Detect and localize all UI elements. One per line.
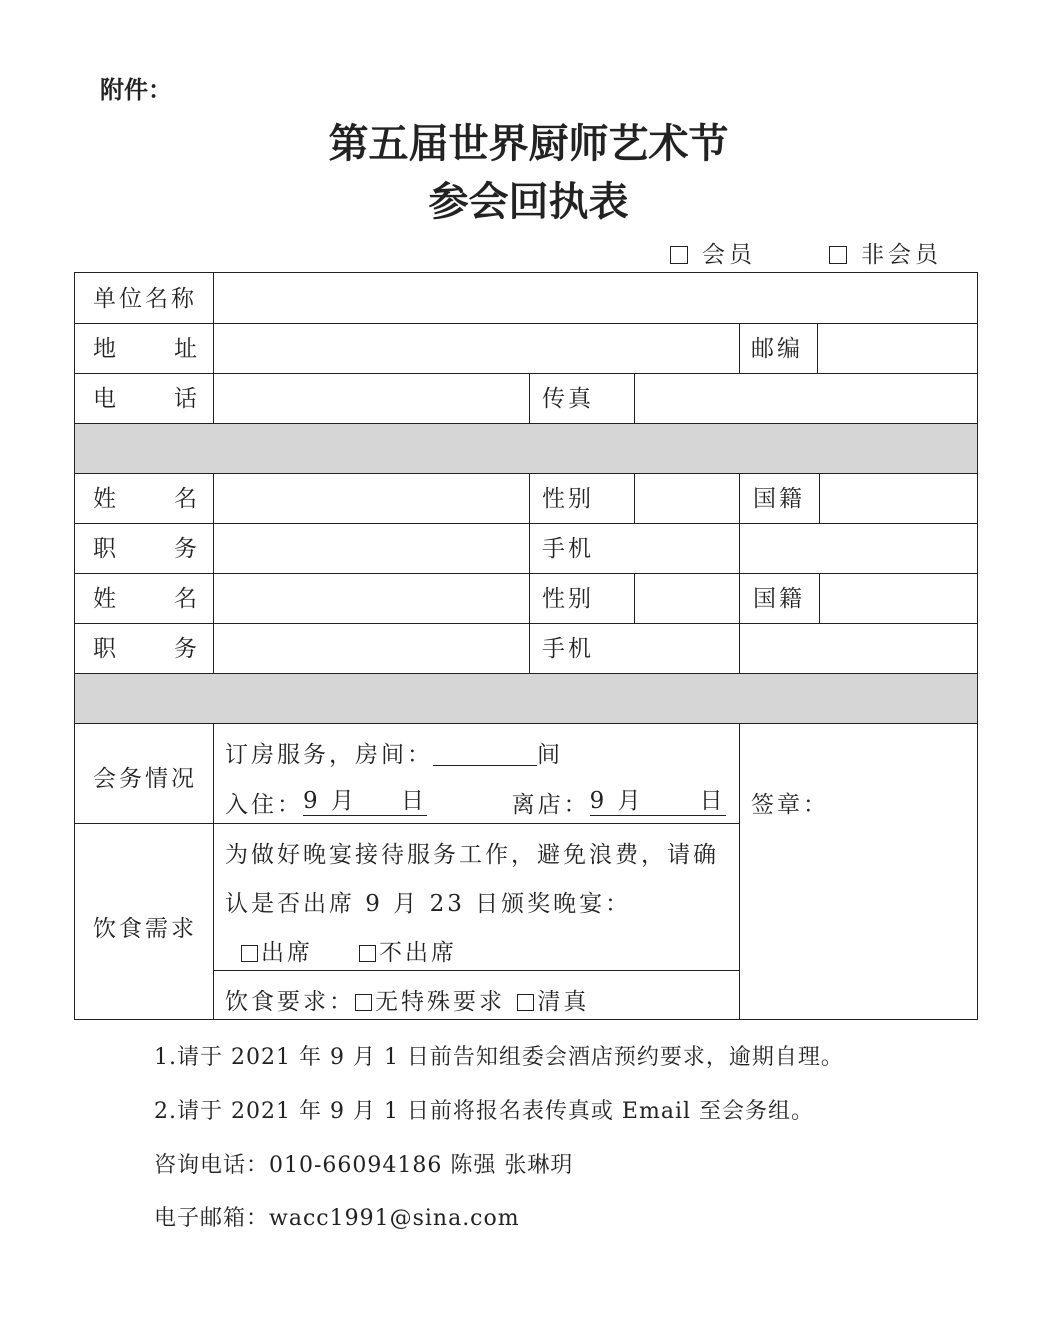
note-1: 1.请于 2021 年 9 月 1 日前告知组委会酒店预约要求，逾期自理。 [154, 1045, 844, 1070]
fax-label: 传真 [542, 386, 594, 412]
position-label: 职 务 [93, 536, 197, 562]
contact-email: 电子邮箱：wacc1991@sina.com [154, 1206, 520, 1231]
address-field[interactable] [215, 324, 737, 372]
no-special-checkbox[interactable] [355, 994, 372, 1011]
row-divider [75, 673, 977, 674]
attend-checkbox[interactable] [241, 945, 258, 962]
name-field-1[interactable] [215, 474, 527, 522]
name-label: 姓 名 [93, 586, 197, 612]
banquet-text-1: 为做好晚宴接待服务工作，避免浪费，请确 [225, 842, 719, 868]
separator-row-2 [75, 674, 977, 723]
gender-field-2[interactable] [636, 574, 738, 622]
nationality-label: 国籍 [753, 486, 805, 512]
col-divider [529, 473, 530, 673]
halal-checkbox[interactable] [517, 994, 534, 1011]
address-label: 地 址 [93, 336, 197, 362]
position-label: 职 务 [93, 636, 197, 662]
attend-option[interactable]: 出席 [241, 939, 313, 967]
diet-label: 饮食需求 [93, 916, 197, 942]
mobile-label: 手机 [542, 636, 594, 662]
col-divider [529, 373, 530, 423]
gender-label: 性别 [542, 586, 594, 612]
col-divider [739, 323, 740, 373]
form-subtitle: 参会回执表 [428, 178, 629, 225]
postcode-field[interactable] [819, 324, 975, 372]
signature-area[interactable] [741, 828, 975, 1018]
unit-name-label: 单位名称 [93, 286, 197, 312]
no-special-option[interactable]: 无特殊要求 [355, 989, 505, 1015]
row-divider [75, 723, 977, 724]
diet-requirement-line: 饮食要求： 无特殊要求 清真 [225, 989, 590, 1015]
gender-field-1[interactable] [636, 474, 738, 522]
checkin-date-field[interactable]: 9 月 日 [303, 788, 427, 814]
not-attend-checkbox[interactable] [359, 945, 376, 962]
gender-label: 性别 [542, 486, 594, 512]
row-divider [75, 423, 977, 424]
halal-option[interactable]: 清真 [517, 989, 589, 1015]
name-label: 姓 名 [93, 486, 197, 512]
name-field-2[interactable] [215, 574, 527, 622]
postcode-label: 邮编 [751, 336, 803, 362]
form-title: 第五届世界厨师艺术节 [328, 120, 729, 167]
phone-label: 电 话 [93, 386, 197, 412]
unit-name-field[interactable] [215, 274, 975, 322]
separator-row-1 [75, 424, 977, 473]
note-2: 2.请于 2021 年 9 月 1 日前将报名表传真或 Email 至会务组。 [154, 1099, 815, 1124]
room-booking-line: 订房服务，房间： 间 [225, 742, 563, 768]
contact-phone: 咨询电话：010-66094186 陈强 张琳玥 [154, 1153, 574, 1178]
checkin-line: 入住： 9 月 日 离店： 9 月 日 [225, 788, 726, 818]
signature-label: 签章： [751, 792, 829, 818]
room-count-field[interactable] [433, 741, 537, 766]
not-attend-option[interactable]: 不出席 [359, 939, 457, 967]
member-label: 会员 [702, 242, 756, 268]
nationality-field-2[interactable] [821, 574, 975, 622]
non-member-label: 非会员 [861, 242, 942, 268]
non-member-option[interactable] [829, 236, 942, 269]
phone-field[interactable] [215, 374, 527, 422]
position-field-2[interactable] [215, 624, 527, 672]
mobile-field-2[interactable] [741, 624, 975, 672]
nationality-field-1[interactable] [821, 474, 975, 522]
attachment-label: 附件： [100, 76, 172, 104]
banquet-text-2: 认是否出席 9 月 23 日颁奖晚宴： [225, 891, 632, 917]
col-divider [213, 723, 214, 1019]
member-option[interactable] [670, 236, 756, 269]
registration-form-table [74, 272, 978, 1020]
mobile-field-1[interactable] [741, 524, 975, 572]
row-divider [214, 970, 740, 971]
checkout-date-field[interactable]: 9 月 日 [589, 788, 726, 814]
member-checkbox[interactable] [670, 246, 688, 264]
meeting-label: 会务情况 [93, 766, 197, 792]
row-divider [75, 823, 740, 824]
nationality-label: 国籍 [753, 586, 805, 612]
fax-field[interactable] [636, 374, 976, 422]
non-member-checkbox[interactable] [829, 246, 847, 264]
position-field-1[interactable] [215, 524, 527, 572]
mobile-label: 手机 [542, 536, 594, 562]
